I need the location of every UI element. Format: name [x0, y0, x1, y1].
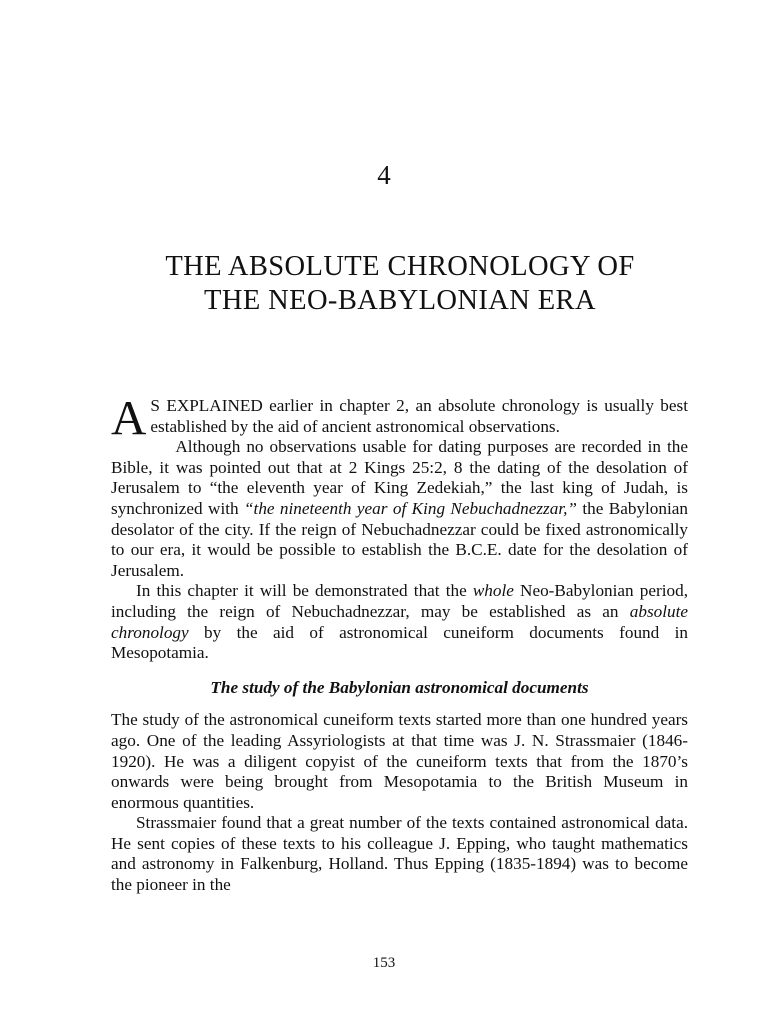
paragraph-3-part-3: by the aid of astronomical cuneiform documents found in Mesopotamia.	[111, 622, 688, 663]
paragraph-2	[111, 437, 688, 581]
paragraph-4: The study of the astronomical cuneiform texts started more than one hundred years ago. One of the leading Assyriologists at that time was J. N. Strassmaier (1846-1920). He was a diligent copyist of the cuneiform texts that from the 1870’s onwards were being brought from Mesopotamia to the British Museum in enormous quantities.	[111, 710, 688, 812]
paragraph-3-italic-2: absolute chronology	[111, 601, 688, 642]
chapter-title-line-1: THE ABSOLUTE CHRONOLOGY OF	[165, 251, 635, 282]
paragraph-2-part-1: Although no observations usable for dating purposes are recorded in the Bible, it was pointed out that at 2 Kings 25:2, 8 the dating of the desolation of Jerusalem to “the eleventh year of King Zedekiah,” the last king of Judah, is synchronized with	[111, 437, 688, 518]
paragraph-3-italic-1: whole	[472, 581, 514, 601]
paragraph-3-part-1: In this chapter it will be demonstrated that the	[136, 581, 473, 601]
paragraph-3	[111, 581, 688, 663]
drop-cap: A	[111, 390, 147, 445]
intro-lead: S EXPLAINED	[150, 396, 263, 415]
intro-text: earlier in chapter 2, an absolute chronology is usually best established by the aid of ancient astronomical observations.	[150, 396, 688, 436]
body-text	[111, 390, 688, 896]
paragraph-2-part-2: the Babylonian desolator of the city. If the reign of Nebuchadnezzar could be fixed astronomically to our era, it would be possible to establish the B.C.E. date for the desolation of Jerusalem.	[111, 498, 688, 580]
section-heading: The study of the Babylonian astronomical documents	[210, 677, 589, 697]
paragraph-2-italic: “the nineteenth year of King Nebuchadnezzar,”	[243, 498, 577, 518]
chapter-number: 4	[377, 160, 391, 190]
intro-paragraph	[111, 390, 688, 445]
page-number: 153	[372, 955, 396, 971]
paragraph-3-part-2: Neo-Babylonian period, including the reign of Nebuchadnezzar, may be established as an	[111, 581, 688, 621]
chapter-title	[100, 250, 700, 318]
chapter-title-line-2: THE NEO-BABYLONIAN ERA	[204, 285, 596, 316]
paragraph-5: Strassmaier found that a great number of the texts contained astronomical data. He sent copies of these texts to his colleague J. Epping, who taught mathematics and astronomy in Falkenburg, Holland. Thus Epping (1835-1894) was to become the pioneer in the	[111, 813, 688, 895]
